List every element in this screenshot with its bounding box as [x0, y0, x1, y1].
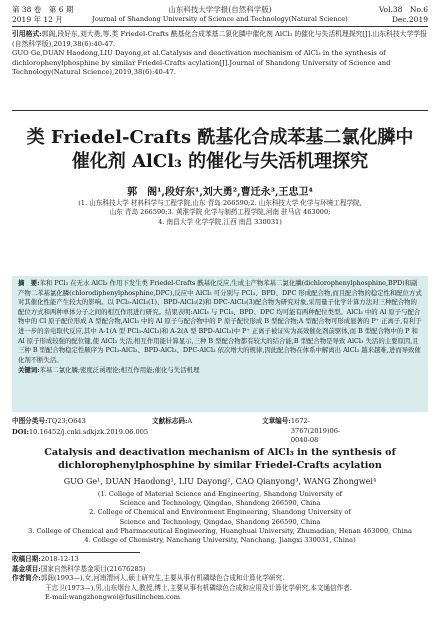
author-email: E-mail:wangzhongwei@fusilinchem.com [45, 593, 180, 602]
received-date: 收稿日期:2018-12-13 [12, 555, 79, 563]
volume-issue-cn: 第 38 卷 第 6 期 [12, 5, 74, 14]
authors-cn: 郭 阁¹,段好东¹,刘大勇²,曹迁永³,王忠卫⁴ [127, 187, 313, 198]
running-header-top [12, 5, 428, 14]
title-cn-line2: 催化剂 AlCl₃ 的催化与失活机理探究 [71, 151, 369, 172]
doi: DOI: 10.16452/j.cnki.sdkjzk.2019.06.005 [12, 428, 149, 436]
volume-issue-en: Vol.38 No.6 [378, 5, 428, 14]
citation-block [12, 30, 428, 78]
title-en: Catalysis and deactivation mechanism of AlCl₃ in the synthesis of dichlorophenylphosphine by similar Friedel-Crafts acylation [44, 447, 396, 471]
journal-name-en: Journal of Shandong University of Science and Technology(Natural Science) [92, 15, 348, 23]
affiliations-en: (1. College of Material Science and Engineering, Shandong University of Science and Technology, Qingdao, Shandong 266590, China 2. College of Chemical and Environment Engineering, Shandong University of Science and Technology, Qingdao, Shandong 266590, China 3. College of Chemical and Pharmaceutical Engineering, Huanghuai University, Zhumadian, Henan 463000, China 4. College of Chemistry, Nanchang University, Nanchang, Jiangxi 330031, China) [28, 490, 412, 545]
doi-row [12, 428, 428, 438]
running-header-bottom [12, 15, 428, 24]
clc-code: 中图分类号: TQ23;O643 [12, 417, 86, 425]
document-code: 文献标志码: A [152, 417, 193, 425]
date-cn: 2019 年 12 月 [12, 15, 63, 24]
title-cn-line1: 类 Friedel-Crafts 酰基化合成苯基二氯化膦中 [26, 127, 414, 148]
journal-name-cn: 山东科技大学学报(自然科学版) [168, 5, 272, 14]
footnote-rule [12, 552, 140, 553]
fund-info: 基金项目:国家自然科学基金项目(21676285) [12, 564, 146, 573]
author-bio-2: 王忠卫(1973—),男,山东烟台人,教授,博士,主要从事有机磷绿色合成和应用及计算化学研究,本文通信作者. [45, 583, 352, 592]
affiliations-cn: (1. 山东科技大学 材料科学与工程学院,山东 青岛 266590;2. 山东科技大学 化学与环境工程学院, 山东 青岛 266590;3. 黄淮学院 化学与制药工程学院,河南 驻马店 463000; 4. 南昌大学 化学学院,江西 南昌 330031) [78, 199, 362, 226]
keywords-cn: 关键词:苯基二氯化膦;密度泛函理论;相互作用能;催化与失活机理 [18, 366, 200, 375]
article-number: 文章编号: 1672-3767(2019)06-0040-08 [262, 417, 341, 444]
footnotes [12, 555, 428, 603]
authors-en: GUO Ge¹, DUAN Haodong¹, LIU Dayong², CAO Qianyong³, WANG Zhongwei⁴ [63, 477, 377, 486]
header-rule [12, 26, 428, 27]
citation-rule [12, 110, 428, 111]
citation-en: GUO Ge,DUAN Haodong,LIU Dayong,et al.Catalysis and deactivation mechanism of AlCl₃ in the synthesis of dichlorophenylphosphine by similar Friedel-Crafts acylation[J].Journal of Shandong University of Science and Technology(Natural Science),2019,38(6):40-47. [12, 49, 391, 77]
abstract-cn: 摘 要:苯和 PCl₃ 在无水 AlCl₃ 作用下发生类 Friedel-Crafts 酰基化反应,生成主产物苯基二氯化膦(dichlorophenylphosphine,BPD)和副产物二苯基氯化膦(chlorodiphenylphosphine,DPC),反应中 AlCl₃ 可分别与 PCl₃、BPD、DPC 形成配合物,而且配合物的稳定性和配位方式对其催化性能产生较大的影响。以 PCl₃-AlCl₃(1)、BPD-AlCl₃(2)和 DPC-AlCl₃(3)配合物为研究对象,采用量子化学计算方法对三种配合物的配位方式和两种单体分子之间的相互作用进行研究。结果表明:AlCl₃ 与 PCl₃、BPD、DPC 均可能有两种配位类型。AlCl₃ 中的 Al 原子与配合物中的 Cl 原子配位形成 A 型配合物,AlCl₃ 中的 Al 原子与配合物中的 P 原子配位形成 B 型配合物;A 型配合物可形成显著的 P⁺ 正离子,有利于进一步的亲电取代反应,其中 A-1(A 型 PCl₃-AlCl₃)和 A-2(A 型 BPD-AlCl₃)中 P⁺ 正离子被证实为高效催化剂前驱体,而 B 型配合物中的 P 和 Al 原子形成较强的配位键,使 AlCl₃ 失活,相互作用能计算显示,三种 B 型配合物都有较大的结合能,B 型配合物是导致 AlCl₃ 失活的主要原因,且三种 B 型配合物稳定性顺序为 PCl₃-AlCl₃、BPD-AlCl₃、DPC-AlCl₃ 依次增大的规律,因此配合物在体系中解离出 AlCl₃ 越来越难,进而导致催化剂不断失活。 关键词:苯基二氯化膦;密度泛函理论;相互作用能;催化与失活机理 [18, 279, 422, 375]
date-en: Dec.2019 [391, 15, 428, 24]
citation-cn: 引用格式:郭阁,段好东,刘大勇,等.类 Friedel-Crafts 酰基化合成苯基二氯化膦中催化剂 AlCl₃ 的催化与失活机理探究[J].山东科技大学学报(自然科学版),2019,38(6):40-47. [12, 30, 427, 48]
author-bio-1: 作者简介:郭阁(1993—),女,河南渭河人,硕士研究生,主要从事有机磷绿色合成和计算化学研究. [12, 574, 285, 583]
